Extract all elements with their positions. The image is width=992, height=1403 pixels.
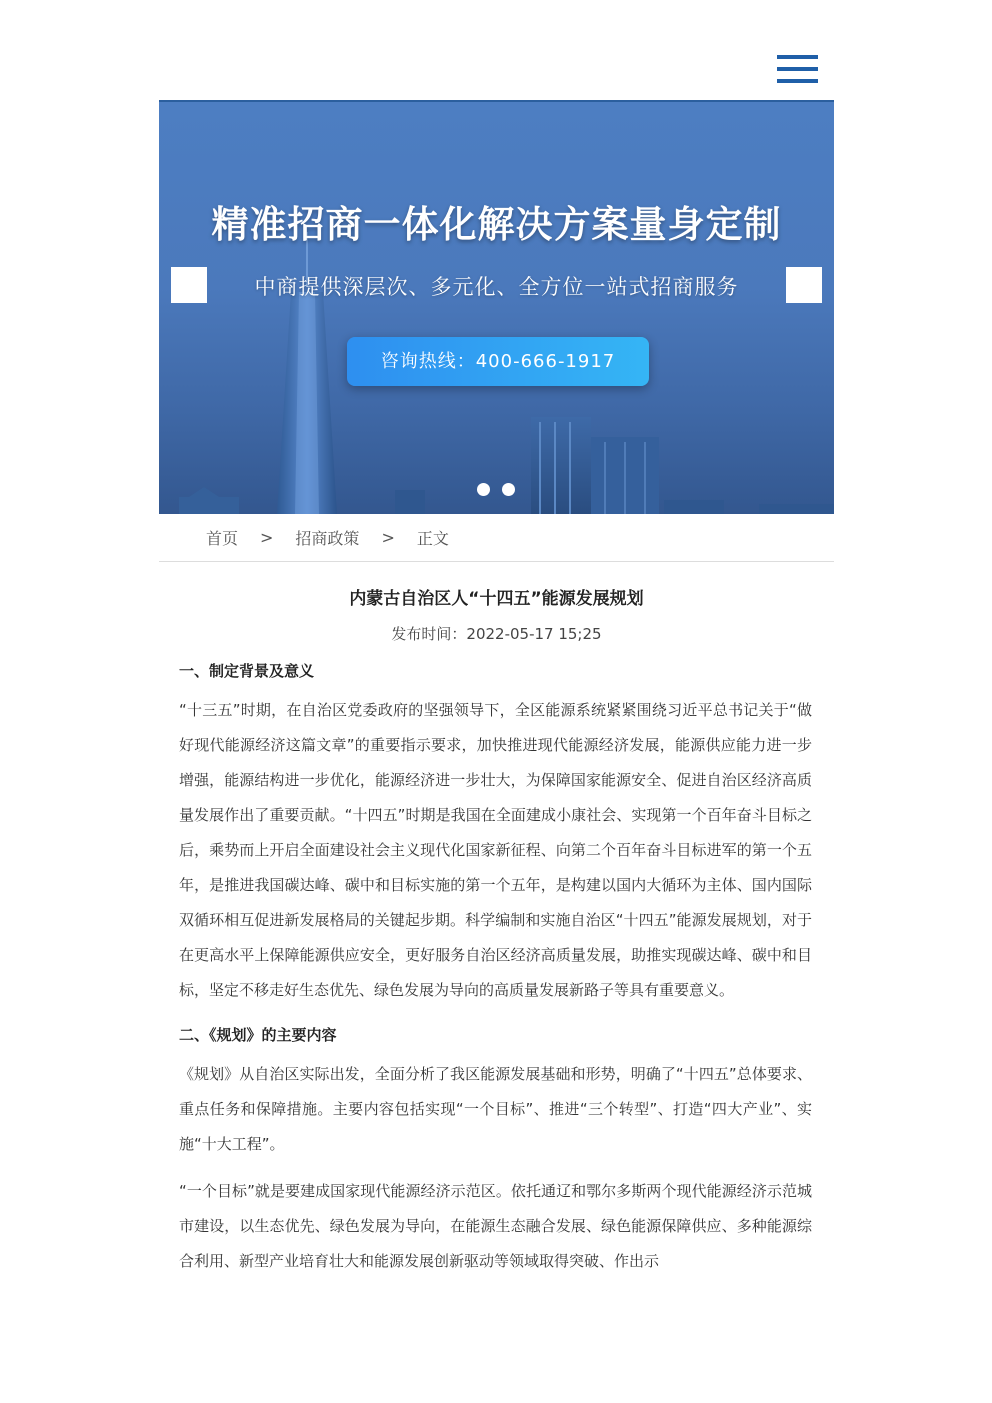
decorative-square: [171, 267, 207, 303]
menu-bar: [777, 55, 818, 59]
banner-title: 精准招商一体化解决方案量身定制: [211, 203, 782, 246]
page-container: [159, 100, 834, 1279]
menu-bar: [777, 67, 818, 71]
article-title: 内蒙古自治区人“十四五”能源发展规划: [349, 589, 644, 609]
paragraph: “十三五”时期，在自治区党委政府的坚强领导下，全区能源系统紧紧围绕习近平总书记关于“做好现代能源经济这篇文章”的重要指示要求，加快推进现代能源经济发展，能源供应能力进一步增强，能源结构进一步优化，能源经济进一步壮大，为保障国家能源安全、促进自治区经济高质量发展作出了重要贡献。“十四五”时期是我国在全面建成小康社会、实现第一个百年奋斗目标之后，乘势而上开启全面建设社会主义现代化国家新征程、向第二个百年奋斗目标进军的第一个五年，是推进我国碳达峰、碳中和目标实施的第一个五年，是构建以国内大循环为主体、国内国际双循环相互促进新发展格局的关键起步期。科学编制和实施自治区“十四五”能源发展规划，对于在更高水平上保障能源供应安全，更好服务自治区经济高质量发展，助推实现碳达峰、碳中和目标，坚定不移走好生态优先、绿色发展为导向的高质量发展新路子等具有重要意义。: [179, 701, 812, 999]
breadcrumb-category-link[interactable]: 招商政策: [295, 529, 360, 548]
section-heading: 二、《规划》的主要内容: [179, 1026, 337, 1044]
city-skyline-image: [159, 102, 834, 514]
banner-subtitle: 中商提供深层次、多元化、全方位一站式招商服务: [254, 275, 739, 299]
section-heading: 一、制定背景及意义: [179, 662, 315, 680]
banner-subtitle-row: [171, 267, 822, 303]
hotline-button[interactable]: 咨询热线：400-666-1917: [347, 337, 649, 386]
hero-banner[interactable]: [159, 102, 834, 514]
menu-bar: [777, 79, 818, 83]
carousel-dot-1[interactable]: [477, 483, 490, 496]
paragraph: “一个目标”就是要建成国家现代能源经济示范区。依托通辽和鄂尔多斯两个现代能源经济示范城市建设，以生态优先、绿色发展为导向，在能源生态融合发展、绿色能源保障供应、多种能源综合利用、新型产业培育壮大和能源发展创新驱动等领域取得突破、作出示: [179, 1182, 812, 1270]
paragraph: 《规划》从自治区实际出发，全面分析了我区能源发展基础和形势，明确了“十四五”总体要求、重点任务和保障措施。主要内容包括实现“一个目标”、推进“三个转型”、打造“四大产业”、实施“十大工程”。: [179, 1065, 812, 1153]
carousel-indicators: [477, 483, 517, 497]
breadcrumb: [159, 514, 834, 562]
carousel-dot-2[interactable]: [502, 483, 515, 496]
breadcrumb-current: 正文: [416, 529, 449, 548]
article-body: [159, 660, 834, 1279]
publish-time: 发布时间：2022-05-17 15;25: [391, 625, 602, 643]
breadcrumb-home-link[interactable]: 首页: [206, 529, 239, 548]
decorative-square: [786, 267, 822, 303]
hamburger-menu-icon[interactable]: [777, 55, 818, 84]
breadcrumb-separator: >: [260, 528, 274, 547]
breadcrumb-separator: >: [381, 528, 395, 547]
